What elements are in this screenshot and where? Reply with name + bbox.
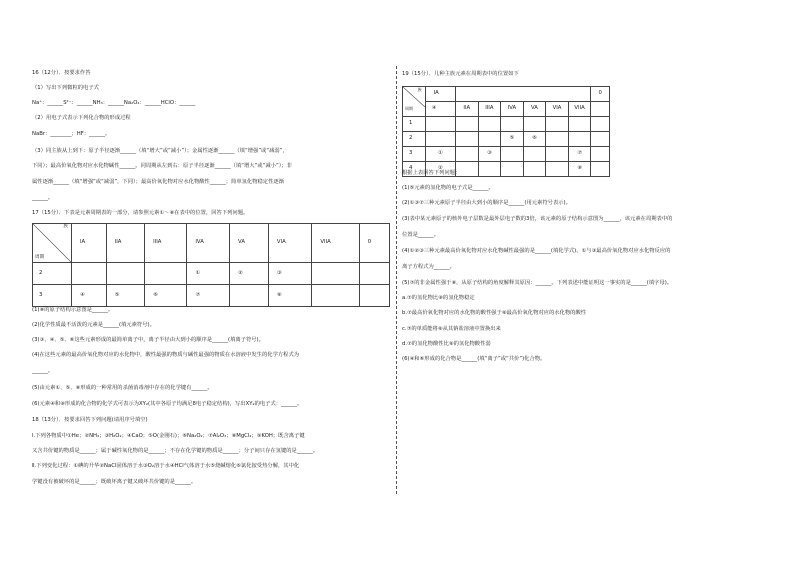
q19-cell [501,162,524,177]
q17-period-3: 3 [33,285,72,307]
q16-part2: （2）用电子式表示下列化合物的形成过程 [32,115,131,121]
q19-cell: ③ [478,147,501,162]
q19-period-1: 1 [403,117,426,132]
q17-question-6: (6)元素④和⑧形成的化合物的化学式可表示为XY₂(其中各原子均满足8电子稳定结构)，写出XY₂的电子式：______。 [32,401,303,407]
q19-question-2: (2)①③⑦三种元素原子半径由大到小的顺序是______(用元素符号表示)。 [402,200,571,206]
q19-subheader-iva: IVA [501,102,524,117]
q17-header-6: VIA [268,224,311,263]
q17-cell [230,285,269,307]
q17-cell: ② [230,263,269,285]
q19-row1-ia: ④ [425,102,455,117]
q17-header-4: IVA [187,224,230,263]
q17-header-1: IA [72,224,107,263]
q17-cell [72,263,107,285]
q16-part1: （1）写出下列微粒的电子式 [32,85,99,91]
q17-header-2: IIA [106,224,144,263]
q17-question-4a: (4)在这些元素的最高价氧化物对应的水化物中，酸性最强的物质与碱性最强的物质在水溶液中发生的化学方程式为 [32,352,300,358]
q17-cell: ⑧ [268,285,311,307]
q19-cell [425,117,455,132]
q17-cell: ⑤ [106,285,144,307]
q16-title: 16（12分）．按要求作答 [32,70,91,76]
q19-cell: ② [425,162,455,177]
q19-subheader-via: VIA [546,102,569,117]
q17-cell [106,263,144,285]
q19-cell [501,147,524,162]
q19-header-ia: IA [425,87,455,102]
q19-option-b: b.⑦最高价氧化物对应的水化物的酸性强于⑧最高价氧化物对应的水化物的酸性 [402,310,587,316]
q19-cell [456,147,479,162]
q18-part2-b: 学键没有被破坏的是______；既破坏离子键又破坏共价键的是______。 [32,479,197,485]
q17-cell [145,263,187,285]
q17-header-5: VA [230,224,269,263]
q19-header-empty [456,87,591,102]
q17-header-8: 0 [359,224,389,263]
q19-subheader-va: VA [523,102,546,117]
q17-cell [312,285,359,307]
q19-cell: ⑥ [523,132,546,147]
q19-cell [591,132,610,147]
q19-cell [568,117,591,132]
q16-part3-a: （3）同主族从上到下：原子半径逐渐______（填“增大”或“减小”）；金属性逐渐______（填“增强”或“减弱”， [32,148,288,154]
q19-cell [523,117,546,132]
q19-cell [591,102,610,117]
q17-question-5: (5)由元素①、⑤、⑧形成的一种常用的杀菌消毒剂中存在的化学键有______。 [32,385,213,391]
q18-title: 18（13分）．按要求回答下列问题(请用序号填空) [32,417,148,423]
corner-period-label: 周期 [35,255,45,261]
q19-header-zero: 0 [591,87,610,102]
q18-part1-a: Ⅰ.下列各物质中①He；②NH₃；③H₂O₂；④CaO；⑤O(金刚石)；⑥Na₂O₂；⑦Al₂O₃；⑧MgCl₂；⑨KOH；既含离子键 [32,433,305,439]
q19-cell [456,117,479,132]
q19-cell [478,162,501,177]
q17-question-3: (3)③、④、⑤、⑥这些元素形成的最简单离子中，离子半径由大到小的顺序是______(填离子符号)。 [32,337,264,343]
q19-period-2: 2 [403,132,426,147]
q17-cell [312,263,359,285]
q17-cell: ⑦ [187,285,230,307]
q17-cell: ① [187,263,230,285]
q19-question-4a: (4)①②③三种元素最高价氧化物对应水化物碱性最强的是______(填化学式)，①与③最高价氧化物对应水化物反应的 [402,248,671,254]
q19-cell [546,162,569,177]
q17-question-2: (2)化学性质最不活泼的元素是______(填元素符号)。 [32,322,155,328]
q19-cell [591,117,610,132]
q19-period-3: 3 [403,147,426,162]
q17-header-7: VIIA [312,224,359,263]
q17-header-3: IIIA [145,224,187,263]
q16-part2-line: NaBr：________；HF：______。 [32,131,111,137]
q16-part3-c: 属性逐渐______（填“增强”或“减弱”，下同）；最高价氧化物对应水化物酸性______；简单氢化物稳定性逐渐 [32,179,284,185]
q17-question-4b: ______。 [32,368,54,374]
q19-cell: ⑤ [501,132,524,147]
q19-cell: ① [425,147,455,162]
q19-cell [546,132,569,147]
q17-cell [359,263,389,285]
q19-title: 19（15分）．几种主族元素在周期表中的位置如下 [402,71,519,77]
q19-subheader-iiia: IIIA [478,102,501,117]
q18-part2-a: Ⅱ.下列变化过程：①碘的升华②NaCl固体溶于水③O₂溶于水④HCl气体溶于水⑤烧碱熔化⑥氯化铵受热分解，其中化 [32,463,300,469]
q17-periodic-table [32,223,390,307]
q19-option-a: a.⑦的氢化物比⑧的氢化物稳定 [402,295,475,301]
q16-part3-b: 下同）；最高价氧化物对应水化物碱性______。同周期从左到右：原子半径逐渐______（填“增大”或“减小”）；非 [32,163,292,169]
q19-question-5: (5)⑦的非金属性强于⑧，从原子结构的角度解释其原因：______。下列表述中能证明这一事实的是______(填字母)。 [402,280,673,286]
q19-cell [568,132,591,147]
q19-cell [546,117,569,132]
q17-period-2: 2 [33,263,72,285]
q16-part1-line: Na⁺：______S²⁻：______NH₃：______Na₂O₂：______HClO：______ [32,100,196,106]
q19-cell: ⑦ [568,147,591,162]
q19-periodic-table [402,86,610,177]
q19-question-3b: 位置是______。 [402,232,440,238]
corner-diagonal-line [403,87,425,107]
q19-question-6: (6)④和⑥形成的化合物是______(填“离子”或“共价”)化合物。 [402,356,546,362]
q19-option-c: c.⑦的单质能将⑧从其钠盐溶液中置换出来 [402,326,501,332]
q19-cell: ⑧ [568,162,591,177]
corner-period-label: 周期 [405,106,413,111]
q17-cell: ⑥ [145,285,187,307]
q19-table-corner [403,87,426,117]
q17-question-1: (1)⑧的原子结构示意图是______。 [32,307,114,313]
q19-cell [456,132,479,147]
q19-cell [478,132,501,147]
q17-title: 17（15分）．下表是元素周期表的一部分，请参照元素①～⑧在表中的位置，回答下列问题。 [32,210,249,216]
q19-intro: 根据上表回答下列问题： [402,170,461,176]
q19-cell [478,117,501,132]
q19-cell [546,147,569,162]
q19-subheader-iia: IIA [456,102,479,117]
q19-cell [523,162,546,177]
q19-cell [425,132,455,147]
q19-question-4b: 离子方程式为______。 [402,264,455,270]
column-divider [396,66,397,494]
q19-option-d: d.⑦的氢化物酸性比⑧的氢化物酸性弱 [402,341,491,347]
q19-period-4: 4 [403,162,426,177]
corner-group-label: 族 [63,224,68,229]
q17-table-corner [33,224,72,263]
q19-cell [591,147,610,162]
q19-cell [591,162,610,177]
q19-subheader-viia: VIIA [568,102,591,117]
q19-question-1: (1)⑤元素的氢化物的电子式是______。 [402,185,494,191]
q18-part1-b: 又含共价键的物质是______；属于碱性氧化物的是______；不存在化学键的物质是______；分子间只存在氢键的是______。 [32,448,319,454]
q17-cell [359,285,389,307]
q17-cell: ④ [72,285,107,307]
q17-cell: ③ [268,263,311,285]
q19-question-3a: (3)表中某元素原子的核外电子层数是最外层电子数的3倍，该元素的原子结构示意图为______，该元素在周期表中的 [402,216,673,222]
q19-cell [523,147,546,162]
q19-cell [501,117,524,132]
q16-part3-d: ______。 [32,195,54,201]
corner-group-label: 族 [417,87,422,92]
